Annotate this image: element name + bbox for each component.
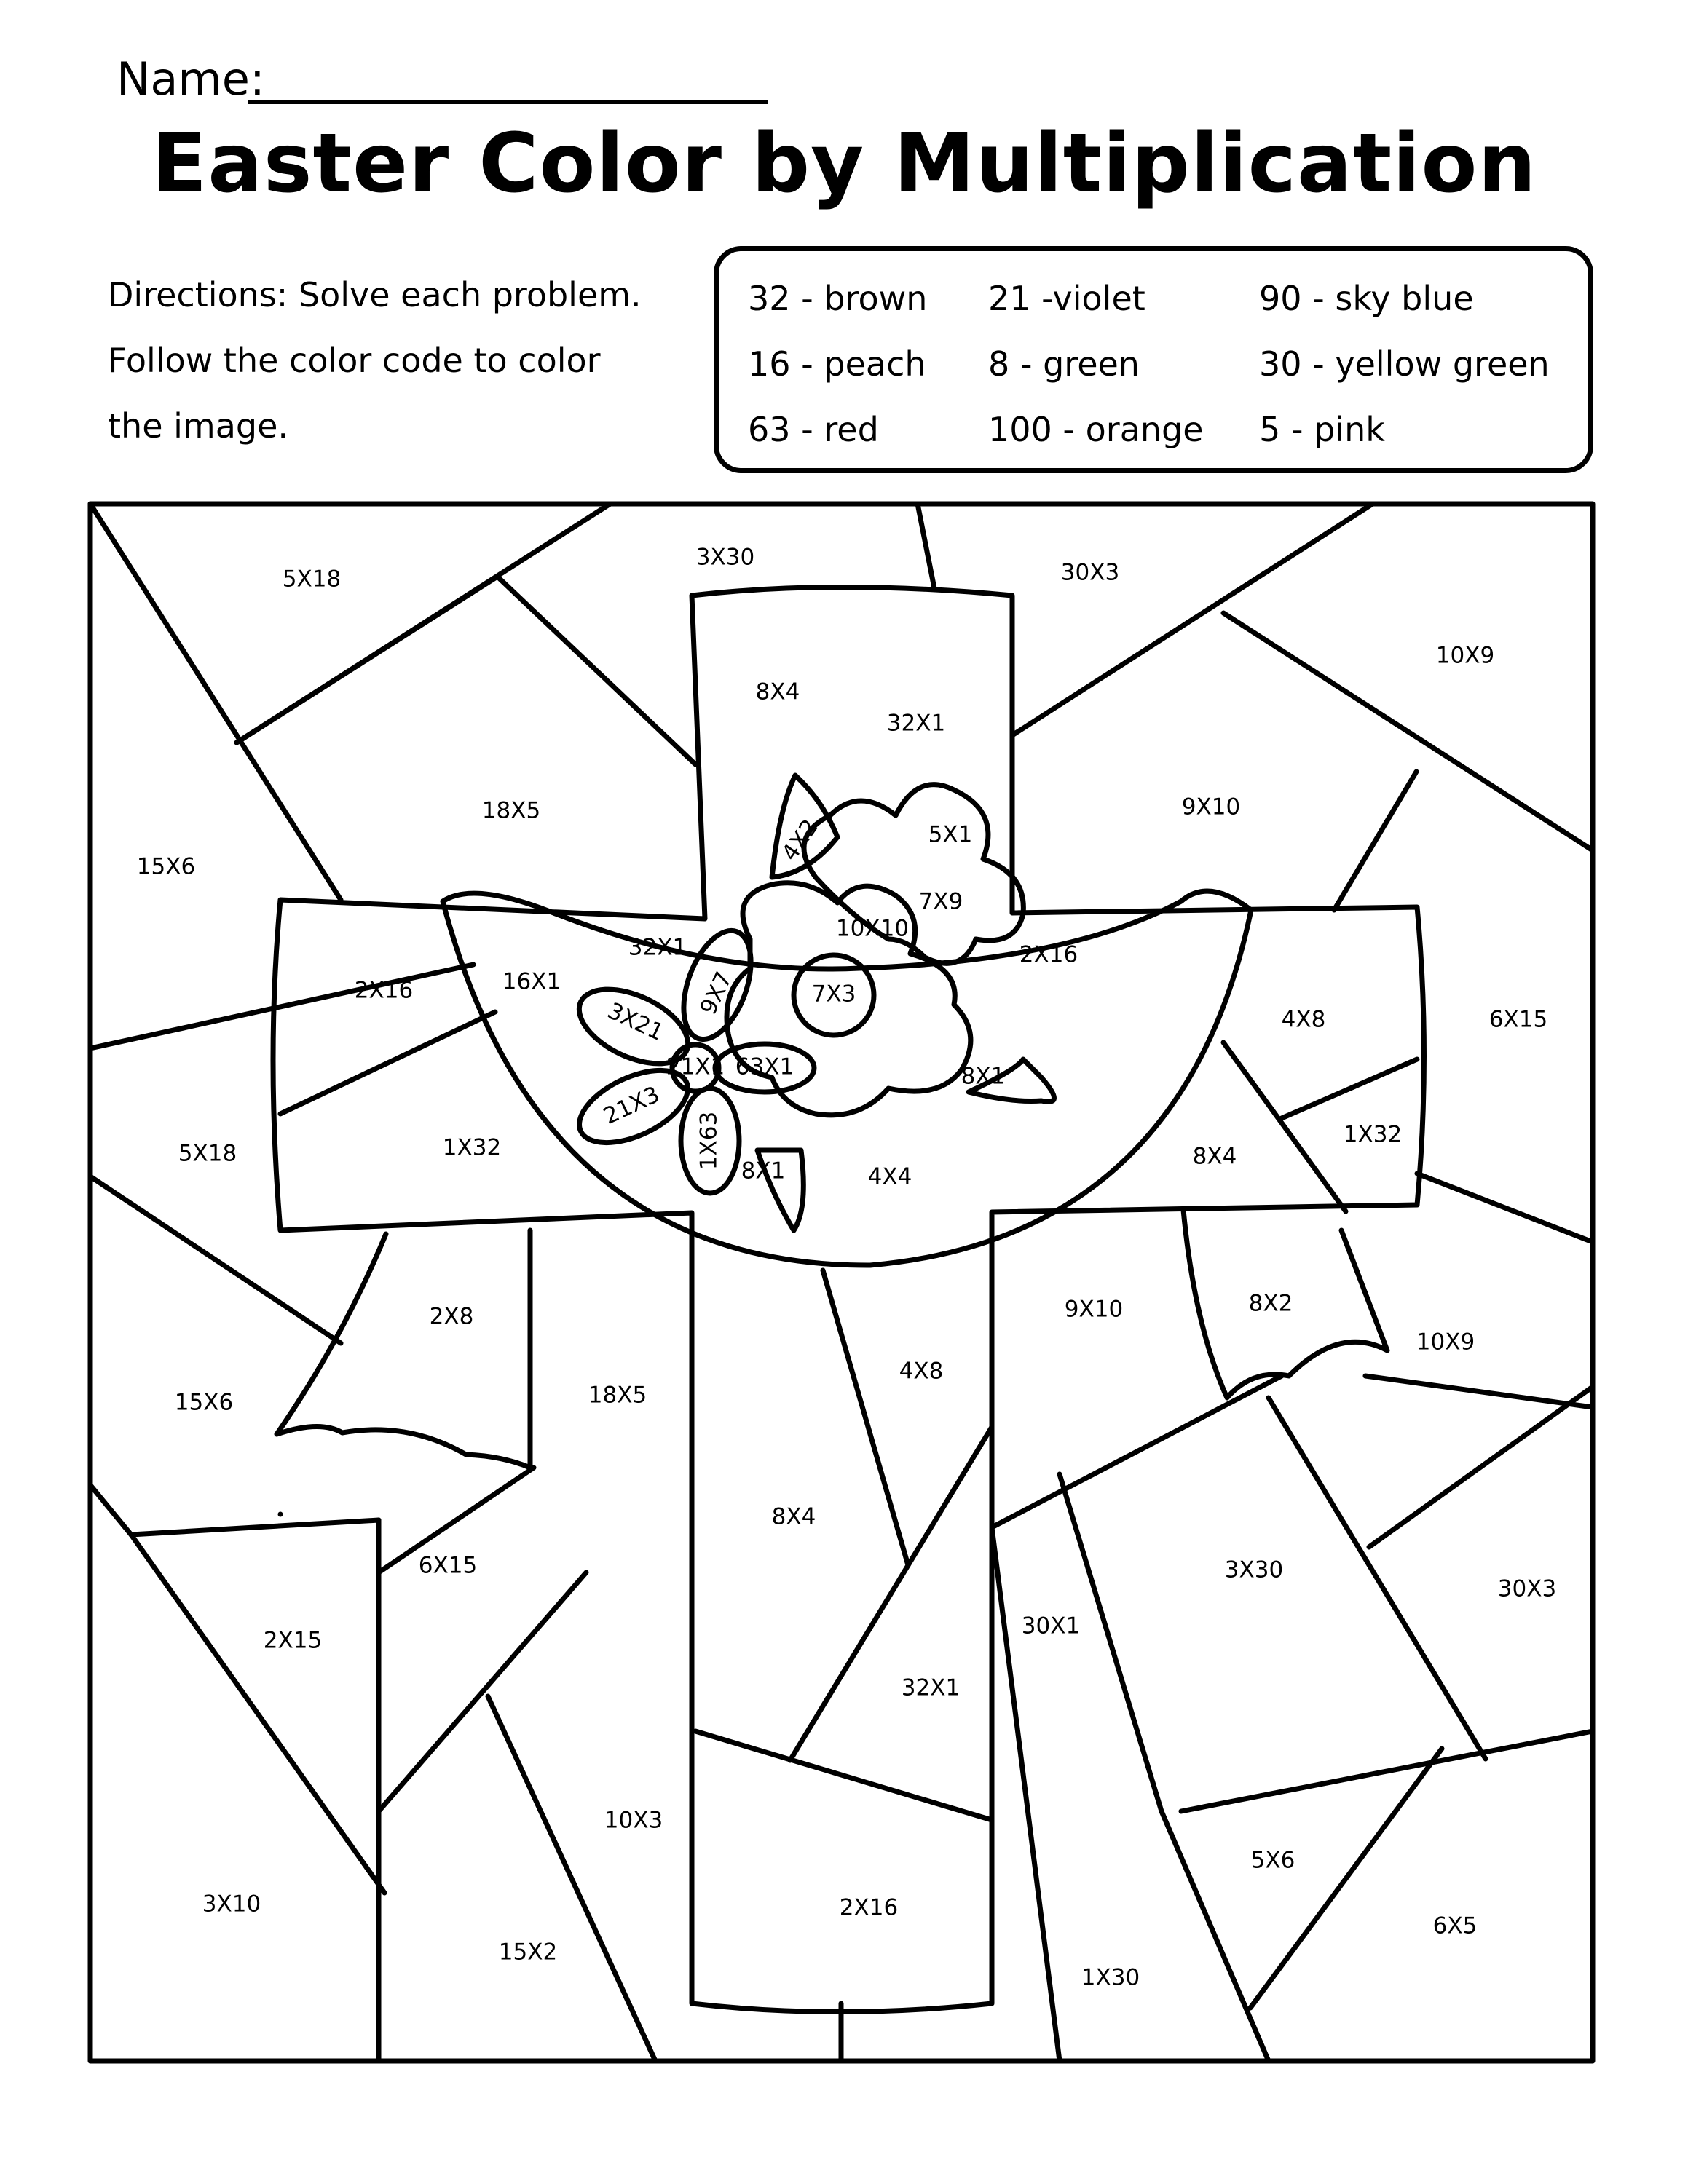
problem-label: 2X16 (1019, 941, 1078, 968)
problem-label: 32X1 (628, 934, 687, 961)
directions-line: Directions: Solve each problem. (108, 275, 642, 314)
problem-label: 4X8 (1281, 1006, 1326, 1033)
left-ribbon-outline (277, 1230, 530, 1468)
problem-label: 6X5 (1432, 1912, 1478, 1939)
problem-label: 3X30 (695, 544, 755, 571)
problem-label: 5X18 (178, 1140, 237, 1167)
problem-label: 1X63 (695, 1111, 722, 1171)
color-code-item: 30 - yellow green (1259, 344, 1550, 384)
problem-label: 63X1 (735, 1053, 794, 1080)
problem-label: 10X9 (1435, 642, 1495, 669)
problem-label: 9X7 (695, 968, 738, 1019)
problem-label: 1X32 (442, 1134, 502, 1161)
problem-label: 4X4 (867, 1163, 912, 1190)
problem-label: 4X8 (899, 1358, 944, 1385)
problem-label: 8X1 (741, 1158, 786, 1184)
color-code-item: 100 - orange (988, 410, 1204, 449)
problem-label: 18X5 (588, 1382, 647, 1409)
color-code-item: 8 - green (988, 344, 1140, 384)
problem-label: 5X1 (928, 821, 973, 848)
directions-line: the image. (108, 406, 289, 446)
problem-label: 9X10 (1064, 1296, 1124, 1323)
problem-label: 9X10 (1181, 794, 1241, 820)
problem-label: 32X1 (901, 1674, 961, 1701)
problem-label: 8X1 (961, 1063, 1006, 1090)
problem-label: 10X9 (1416, 1329, 1475, 1356)
problem-label: 3X30 (1224, 1556, 1284, 1583)
problem-label: 16X1 (502, 968, 561, 995)
problem-label: 2X16 (839, 1894, 899, 1921)
problem-label: 10X3 (604, 1807, 663, 1834)
problem-label: 6X15 (1488, 1006, 1548, 1033)
directions-line: Follow the color code to color (108, 341, 601, 380)
problem-label: 8X4 (771, 1503, 816, 1530)
color-code-item: 32 - brown (748, 279, 928, 318)
background-divider-lines (90, 504, 1593, 2061)
problem-label: 30X1 (1021, 1613, 1081, 1639)
problem-label: 1X32 (1343, 1121, 1403, 1148)
problem-label: 3X21 (603, 997, 668, 1046)
color-code-item: 90 - sky blue (1259, 279, 1474, 318)
problem-label: 4X2 (776, 814, 824, 866)
problem-label: 8X4 (1192, 1143, 1237, 1170)
problem-label: 21X3 (599, 1081, 664, 1130)
problem-label: 15X6 (174, 1389, 234, 1416)
problem-label: 18X5 (481, 797, 541, 824)
problem-label: 1X30 (1081, 1964, 1140, 1991)
problem-label: 5X6 (1250, 1847, 1295, 1874)
region-outlines (90, 504, 1593, 2061)
name-label: Name: (117, 52, 265, 106)
problem-label: 21X1 (666, 1053, 725, 1080)
color-code-item: 16 - peach (748, 344, 926, 384)
problem-label: 6X15 (418, 1552, 478, 1579)
color-code-item: 5 - pink (1259, 410, 1385, 449)
problem-labels (137, 545, 1556, 1991)
problem-label: 8X4 (755, 678, 800, 705)
problem-label: 30X3 (1497, 1575, 1557, 1602)
worksheet-title: Easter Color by Multiplication (151, 116, 1537, 211)
problem-label: 8X2 (1248, 1290, 1293, 1317)
problem-label: 2X8 (429, 1303, 474, 1330)
color-code-item: 21 -violet (988, 279, 1145, 318)
color-code-item: 63 - red (748, 410, 879, 449)
problem-label: 7X9 (918, 888, 963, 915)
problem-label: 10X10 (835, 915, 910, 942)
problem-label: 7X3 (811, 981, 856, 1008)
problem-label: 3X10 (202, 1891, 261, 1918)
problem-label: 15X6 (136, 853, 196, 880)
problem-label: 32X1 (886, 710, 946, 737)
problem-label: 2X16 (354, 977, 414, 1004)
problem-label: 5X18 (282, 566, 342, 593)
problem-label: 15X2 (498, 1939, 558, 1966)
problem-label: 2X15 (263, 1627, 323, 1654)
picture-frame (90, 504, 1593, 2061)
problem-label: 30X3 (1060, 559, 1120, 586)
